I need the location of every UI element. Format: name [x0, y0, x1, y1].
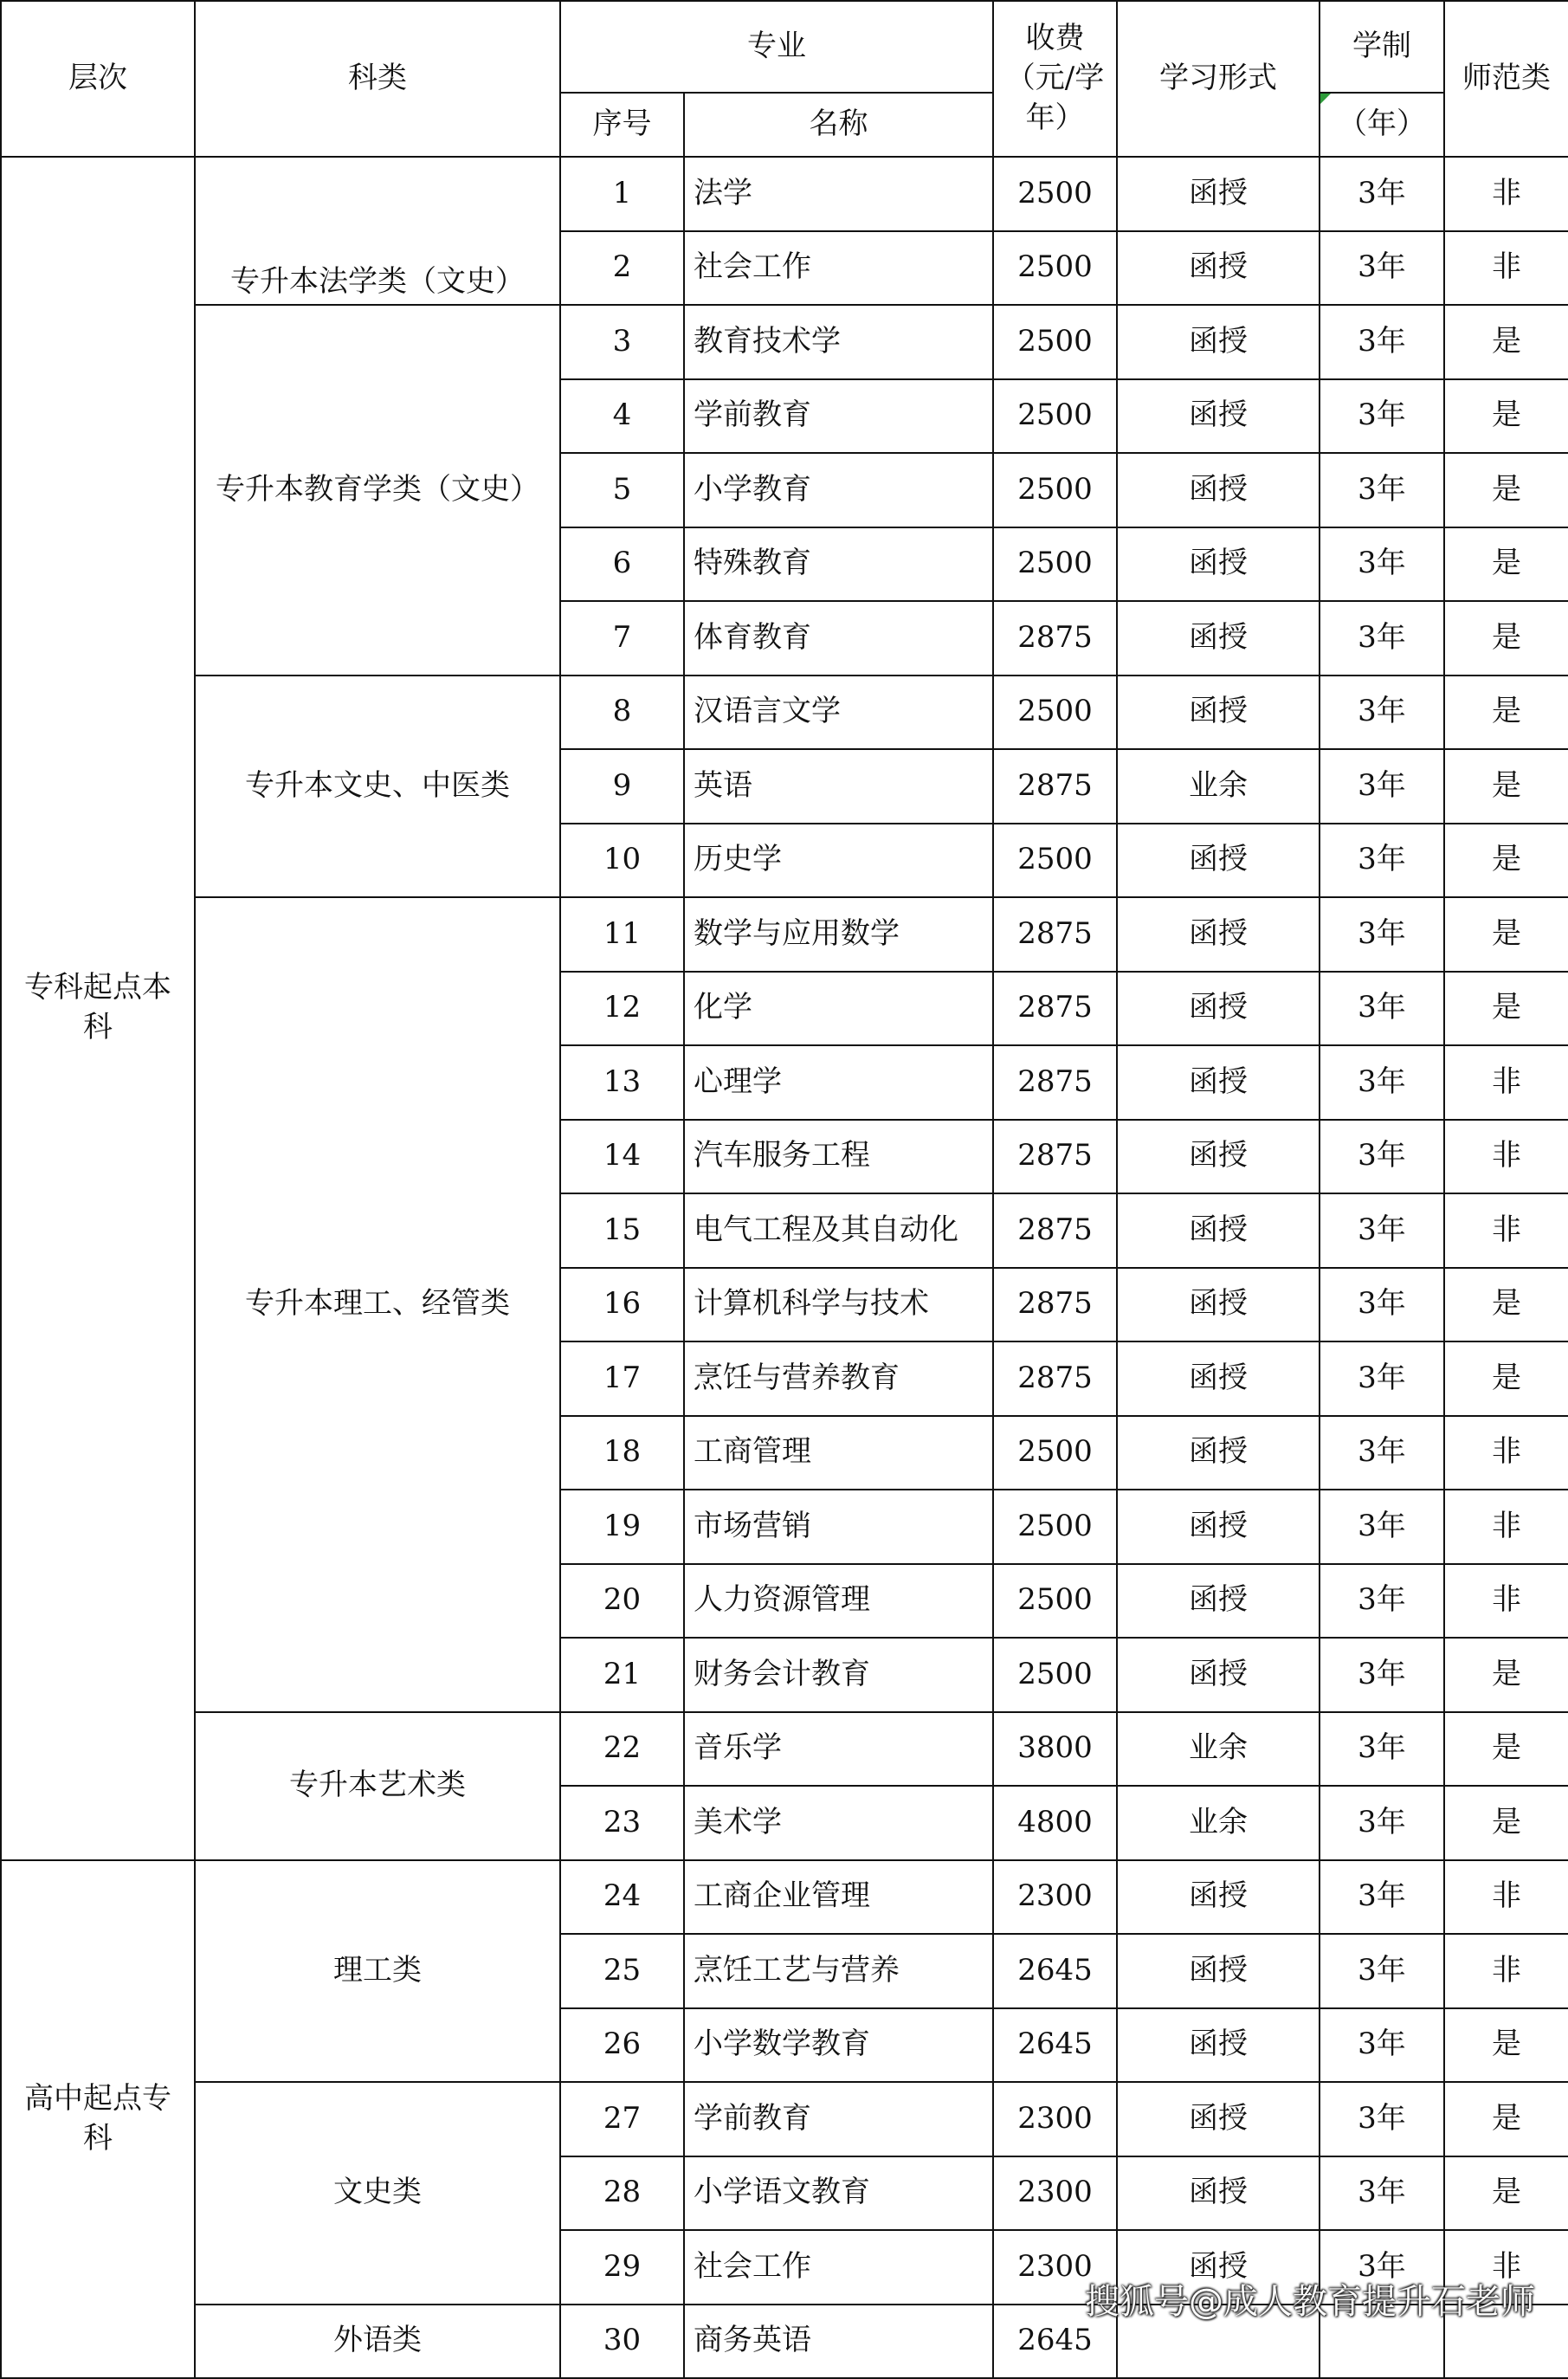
fee-cell: 2875 [993, 897, 1117, 972]
normal-cell: 是 [1444, 2156, 1568, 2231]
duration-cell: 3年 [1320, 1934, 1444, 2008]
header-category: 科类 [195, 1, 560, 157]
seq-cell: 29 [560, 2230, 684, 2305]
normal-cell: 非 [1444, 1860, 1568, 1935]
seq-cell: 28 [560, 2156, 684, 2231]
table-body [1, 1, 1568, 2378]
duration-cell: 3年 [1320, 1416, 1444, 1490]
mode-cell: 函授 [1117, 379, 1320, 454]
duration-cell: 3年 [1320, 527, 1444, 602]
header-seq: 序号 [560, 93, 684, 157]
duration-cell: 3年 [1320, 749, 1444, 824]
fee-cell: 2300 [993, 2230, 1117, 2305]
name-cell: 数学与应用数学 [684, 897, 993, 972]
duration-cell: 3年 [1320, 1268, 1444, 1342]
mode-cell: 业余 [1117, 749, 1320, 824]
mode-cell: 函授 [1117, 1564, 1320, 1639]
mode-cell: 函授 [1117, 972, 1320, 1046]
seq-cell: 14 [560, 1120, 684, 1194]
fee-cell: 2500 [993, 824, 1117, 898]
normal-cell: 是 [1444, 1268, 1568, 1342]
normal-cell: 非 [1444, 1193, 1568, 1268]
normal-cell: 是 [1444, 305, 1568, 379]
seq-cell: 6 [560, 527, 684, 602]
table-row [1, 1712, 1568, 1787]
normal-cell: 非 [1444, 1045, 1568, 1120]
fee-cell: 2645 [993, 2305, 1117, 2379]
name-cell: 烹饪与营养教育 [684, 1341, 993, 1416]
duration-cell: 3年 [1320, 1564, 1444, 1639]
normal-cell: 是 [1444, 527, 1568, 602]
fee-cell: 2500 [993, 231, 1117, 306]
normal-cell: 是 [1444, 1341, 1568, 1416]
name-cell: 音乐学 [684, 1712, 993, 1787]
duration-cell: 3年 [1320, 157, 1444, 231]
fee-cell: 2875 [993, 749, 1117, 824]
name-cell: 人力资源管理 [684, 1564, 993, 1639]
name-cell: 教育技术学 [684, 305, 993, 379]
duration-cell: 3年 [1320, 676, 1444, 750]
fee-cell: 2500 [993, 527, 1117, 602]
mode-cell: 函授 [1117, 1193, 1320, 1268]
table-row [1, 1860, 1568, 1935]
fee-cell: 2300 [993, 1860, 1117, 1935]
fee-cell: 2500 [993, 379, 1117, 454]
category-cell: 理工类 [195, 1860, 560, 2083]
fee-cell: 3800 [993, 1712, 1117, 1787]
table-row [1, 2082, 1568, 2156]
duration-cell: 3年 [1320, 1193, 1444, 1268]
name-cell: 财务会计教育 [684, 1638, 993, 1712]
duration-cell: 3年 [1320, 1341, 1444, 1416]
table-row [1, 676, 1568, 750]
normal-cell: 是 [1444, 1712, 1568, 1787]
fee-cell: 2300 [993, 2082, 1117, 2156]
name-cell: 小学数学教育 [684, 2008, 993, 2083]
name-cell: 社会工作 [684, 231, 993, 306]
duration-cell: 3年 [1320, 2230, 1444, 2305]
normal-cell: 是 [1444, 1786, 1568, 1860]
header-duration-unit [1320, 93, 1444, 157]
mode-cell: 函授 [1117, 1416, 1320, 1490]
duration-cell: 3年 [1320, 1638, 1444, 1712]
fee-cell: 2645 [993, 1934, 1117, 2008]
mode-cell: 函授 [1117, 2230, 1320, 2305]
normal-cell: 非 [1444, 1490, 1568, 1564]
category-cell: 专升本教育学类（文史） [195, 305, 560, 676]
duration-cell: 3年 [1320, 1860, 1444, 1935]
duration-cell: 3年 [1320, 453, 1444, 527]
category-cell: 专升本艺术类 [195, 1712, 560, 1860]
fee-cell: 2500 [993, 1490, 1117, 1564]
category-cell: 外语类 [195, 2305, 560, 2379]
name-cell: 历史学 [684, 824, 993, 898]
name-cell: 汉语言文学 [684, 676, 993, 750]
duration-cell: 3年 [1320, 2082, 1444, 2156]
name-cell: 工商管理 [684, 1416, 993, 1490]
seq-cell: 19 [560, 1490, 684, 1564]
category-cell: 文史类 [195, 2082, 560, 2305]
name-cell: 汽车服务工程 [684, 1120, 993, 1194]
mode-cell: 函授 [1117, 231, 1320, 306]
seq-cell: 1 [560, 157, 684, 231]
name-cell: 烹饪工艺与营养 [684, 1934, 993, 2008]
mode-cell: 函授 [1117, 1490, 1320, 1564]
level-cell: 专科起点本科 [1, 157, 195, 1860]
table-row [1, 305, 1568, 379]
mode-cell: 函授 [1117, 824, 1320, 898]
seq-cell: 15 [560, 1193, 684, 1268]
header-level: 层次 [1, 1, 195, 157]
name-cell: 小学教育 [684, 453, 993, 527]
mode-cell: 函授 [1117, 157, 1320, 231]
seq-cell: 2 [560, 231, 684, 306]
mode-cell: 业余 [1117, 1712, 1320, 1787]
mode-cell: 函授 [1117, 2082, 1320, 2156]
seq-cell: 16 [560, 1268, 684, 1342]
header-fee: 收费（元/学年） [993, 1, 1117, 157]
normal-cell: 是 [1444, 379, 1568, 454]
duration-cell: 3年 [1320, 601, 1444, 676]
mode-cell: 函授 [1117, 1045, 1320, 1120]
normal-cell: 非 [1444, 231, 1568, 306]
name-cell: 学前教育 [684, 379, 993, 454]
seq-cell: 20 [560, 1564, 684, 1639]
seq-cell: 9 [560, 749, 684, 824]
normal-cell: 非 [1444, 1416, 1568, 1490]
seq-cell: 21 [560, 1638, 684, 1712]
duration-cell: 3年 [1320, 972, 1444, 1046]
name-cell: 学前教育 [684, 2082, 993, 2156]
seq-cell: 27 [560, 2082, 684, 2156]
duration-cell: 3年 [1320, 2156, 1444, 2231]
duration-cell: 3年 [1320, 1045, 1444, 1120]
fee-cell: 2875 [993, 1268, 1117, 1342]
seq-cell: 23 [560, 1786, 684, 1860]
seq-cell: 13 [560, 1045, 684, 1120]
fee-cell: 2875 [993, 1045, 1117, 1120]
mode-cell: 函授 [1117, 1934, 1320, 2008]
header-name: 名称 [684, 93, 993, 157]
mode-cell: 函授 [1117, 601, 1320, 676]
name-cell: 特殊教育 [684, 527, 993, 602]
normal-cell: 是 [1444, 601, 1568, 676]
duration-cell: 3年 [1320, 1120, 1444, 1194]
seq-cell: 4 [560, 379, 684, 454]
table-row [1, 157, 1568, 231]
duration-cell: 3年 [1320, 379, 1444, 454]
seq-cell: 8 [560, 676, 684, 750]
seq-cell: 26 [560, 2008, 684, 2083]
name-cell: 计算机科学与技术 [684, 1268, 993, 1342]
header-normal: 师范类 [1444, 1, 1568, 157]
duration-cell: 3年 [1320, 897, 1444, 972]
mode-cell: 函授 [1117, 676, 1320, 750]
seq-cell: 17 [560, 1341, 684, 1416]
seq-cell: 24 [560, 1860, 684, 1935]
fee-cell: 2875 [993, 601, 1117, 676]
duration-cell: 3年 [1320, 305, 1444, 379]
duration-cell: 3年 [1320, 824, 1444, 898]
category-cell: 专升本文史、中医类 [195, 676, 560, 898]
fee-cell: 2300 [993, 2156, 1117, 2231]
normal-cell: 非 [1444, 1934, 1568, 2008]
seq-cell: 18 [560, 1416, 684, 1490]
level-cell: 高中起点专科 [1, 1860, 195, 2379]
duration-cell: 3年 [1320, 1712, 1444, 1787]
table-row [1, 897, 1568, 972]
duration-cell: 3年 [1320, 1786, 1444, 1860]
name-cell: 心理学 [684, 1045, 993, 1120]
duration-unit-label: （年） [1338, 107, 1426, 142]
fee-cell: 2500 [993, 453, 1117, 527]
name-cell: 法学 [684, 157, 993, 231]
duration-cell: 3年 [1320, 2008, 1444, 2083]
seq-cell: 30 [560, 2305, 684, 2379]
watermark: 搜狐号@成人教育提升石老师 [1085, 2282, 1535, 2322]
seq-cell: 5 [560, 453, 684, 527]
header-duration: 学制 [1320, 1, 1444, 93]
name-cell: 市场营销 [684, 1490, 993, 1564]
normal-cell: 非 [1444, 1564, 1568, 1639]
name-cell: 社会工作 [684, 2230, 993, 2305]
fee-cell: 2875 [993, 972, 1117, 1046]
category-cell: 专升本理工、经管类 [195, 897, 560, 1712]
normal-cell: 是 [1444, 2008, 1568, 2083]
normal-cell: 是 [1444, 749, 1568, 824]
category-cell: 专升本法学类（文史） [195, 157, 560, 305]
seq-cell: 10 [560, 824, 684, 898]
mode-cell: 函授 [1117, 1120, 1320, 1194]
header-major: 专业 [560, 1, 993, 93]
fee-cell: 2500 [993, 157, 1117, 231]
normal-cell: 是 [1444, 453, 1568, 527]
fee-cell: 4800 [993, 1786, 1117, 1860]
mode-cell: 函授 [1117, 1638, 1320, 1712]
seq-cell: 12 [560, 972, 684, 1046]
name-cell: 化学 [684, 972, 993, 1046]
normal-cell: 是 [1444, 972, 1568, 1046]
seq-cell: 7 [560, 601, 684, 676]
mode-cell: 函授 [1117, 1268, 1320, 1342]
header-row-1 [1, 1, 1568, 93]
mode-cell: 函授 [1117, 897, 1320, 972]
seq-cell: 3 [560, 305, 684, 379]
normal-cell: 是 [1444, 824, 1568, 898]
name-cell: 体育教育 [684, 601, 993, 676]
normal-cell: 非 [1444, 1120, 1568, 1194]
mode-cell: 函授 [1117, 1860, 1320, 1935]
name-cell: 美术学 [684, 1786, 993, 1860]
mode-cell: 函授 [1117, 2008, 1320, 2083]
seq-cell: 25 [560, 1934, 684, 2008]
fee-cell: 2500 [993, 676, 1117, 750]
mode-cell: 函授 [1117, 1341, 1320, 1416]
name-cell: 商务英语 [684, 2305, 993, 2379]
duration-cell: 3年 [1320, 231, 1444, 306]
normal-cell: 非 [1444, 157, 1568, 231]
name-cell: 小学语文教育 [684, 2156, 993, 2231]
mode-cell: 函授 [1117, 2156, 1320, 2231]
duration-cell: 3年 [1320, 1490, 1444, 1564]
normal-cell: 是 [1444, 897, 1568, 972]
name-cell: 英语 [684, 749, 993, 824]
fee-cell: 2500 [993, 1564, 1117, 1639]
header-mode: 学习形式 [1117, 1, 1320, 157]
fee-cell: 2500 [993, 305, 1117, 379]
fee-cell: 2875 [993, 1120, 1117, 1194]
mode-cell: 业余 [1117, 1786, 1320, 1860]
mode-cell: 函授 [1117, 453, 1320, 527]
name-cell: 工商企业管理 [684, 1860, 993, 1935]
normal-cell: 是 [1444, 2082, 1568, 2156]
corner-mark [1320, 94, 1331, 104]
seq-cell: 11 [560, 897, 684, 972]
fee-cell: 2875 [993, 1193, 1117, 1268]
mode-cell: 函授 [1117, 527, 1320, 602]
fee-cell: 2500 [993, 1638, 1117, 1712]
normal-cell: 非 [1444, 2230, 1568, 2305]
fee-cell: 2645 [993, 2008, 1117, 2083]
normal-cell: 是 [1444, 1638, 1568, 1712]
fee-cell: 2500 [993, 1416, 1117, 1490]
name-cell: 电气工程及其自动化 [684, 1193, 993, 1268]
mode-cell: 函授 [1117, 305, 1320, 379]
fee-cell: 2875 [993, 1341, 1117, 1416]
normal-cell: 是 [1444, 676, 1568, 750]
seq-cell: 22 [560, 1712, 684, 1787]
